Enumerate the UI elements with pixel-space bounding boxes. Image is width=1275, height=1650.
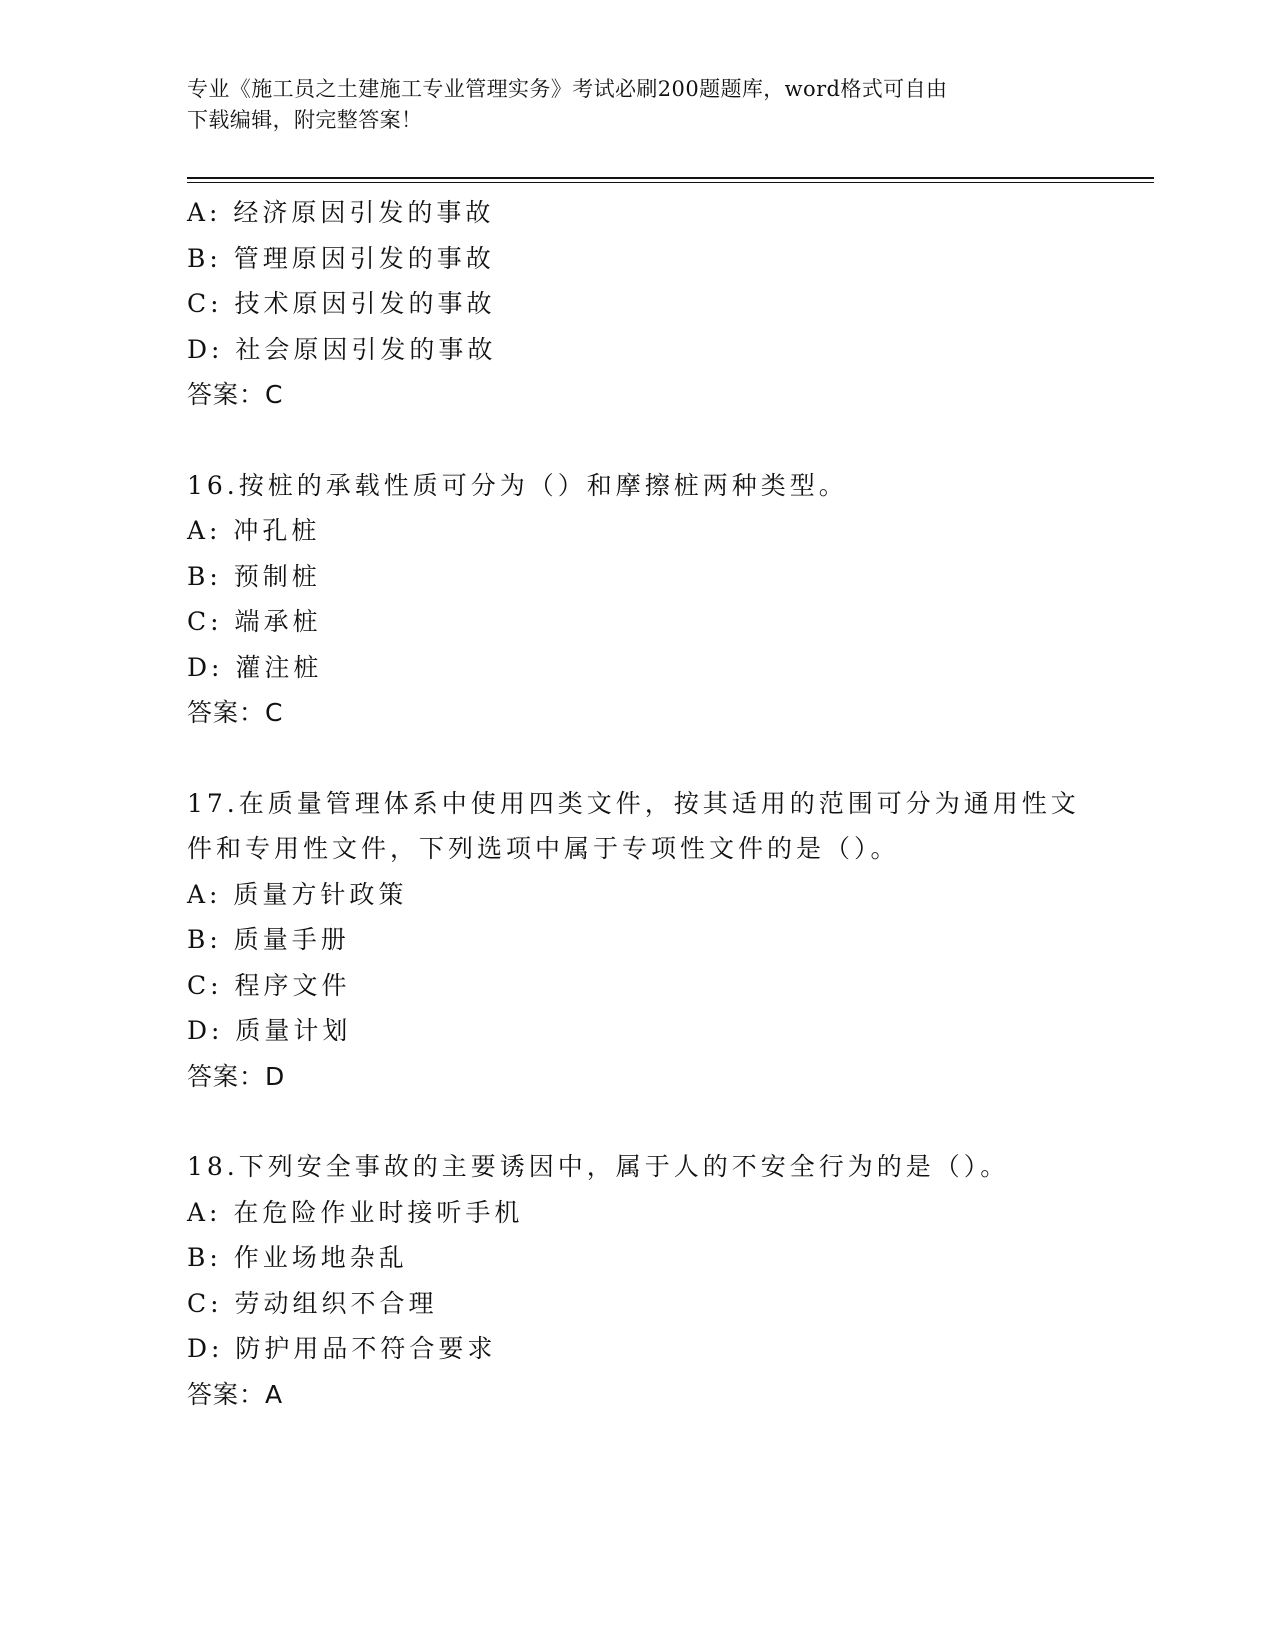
option-a: A: 冲孔桩 — [187, 516, 321, 545]
answer: 答案：A — [187, 1379, 284, 1409]
option-d: D: 灌注桩 — [187, 652, 323, 682]
header-line-1: 专业《施工员之土建施工专业管理实务》考试必刷200题题库，word格式可自由 — [187, 77, 948, 101]
option-b: B: 预制桩 — [187, 561, 321, 591]
question-stem-line-1: 17.在质量管理体系中使用四类文件，按其适用的范围可分为通用性文 — [187, 788, 1080, 818]
option-d: D: 社会原因引发的事故 — [187, 334, 497, 364]
answer: 答案：C — [187, 698, 284, 727]
answer: 答案：D — [187, 1061, 286, 1091]
option-a: A: 在危险作业时接听手机 — [187, 1197, 524, 1227]
option-c: C: 端承桩 — [187, 607, 322, 636]
prev-question-block — [187, 190, 1147, 418]
option-c: C: 劳动组织不合理 — [187, 1288, 438, 1318]
question-stem-line-2: 件和专用性文件，下列选项中属于专项性文件的是（）。 — [187, 834, 900, 863]
option-c: C: 技术原因引发的事故 — [187, 289, 496, 318]
option-a: A: 质量方针政策 — [187, 879, 408, 909]
question-17-block — [187, 781, 1147, 1100]
header-line-2: 下载编辑，附完整答案！ — [187, 108, 423, 132]
option-d: D: 质量计划 — [187, 1016, 352, 1045]
question-stem: 16.按桩的承载性质可分为（）和摩擦桩两种类型。 — [187, 470, 848, 500]
option-b: B: 质量手册 — [187, 925, 350, 954]
answer: 答案：C — [187, 380, 284, 409]
question-16-block — [187, 463, 1147, 736]
option-a: A: 经济原因引发的事故 — [187, 198, 495, 227]
option-b: B: 作业场地杂乱 — [187, 1243, 408, 1272]
option-d: D: 防护用品不符合要求 — [187, 1334, 497, 1363]
header-rule-thin — [187, 182, 1154, 183]
document-header — [187, 74, 1087, 136]
option-c: C: 程序文件 — [187, 970, 351, 1000]
option-b: B: 管理原因引发的事故 — [187, 243, 495, 273]
question-stem: 18.下列安全事故的主要诱因中，属于人的不安全行为的是（）。 — [187, 1152, 1010, 1181]
question-content — [187, 190, 1147, 1417]
header-rule-thick — [187, 177, 1154, 179]
question-18-block — [187, 1144, 1147, 1417]
